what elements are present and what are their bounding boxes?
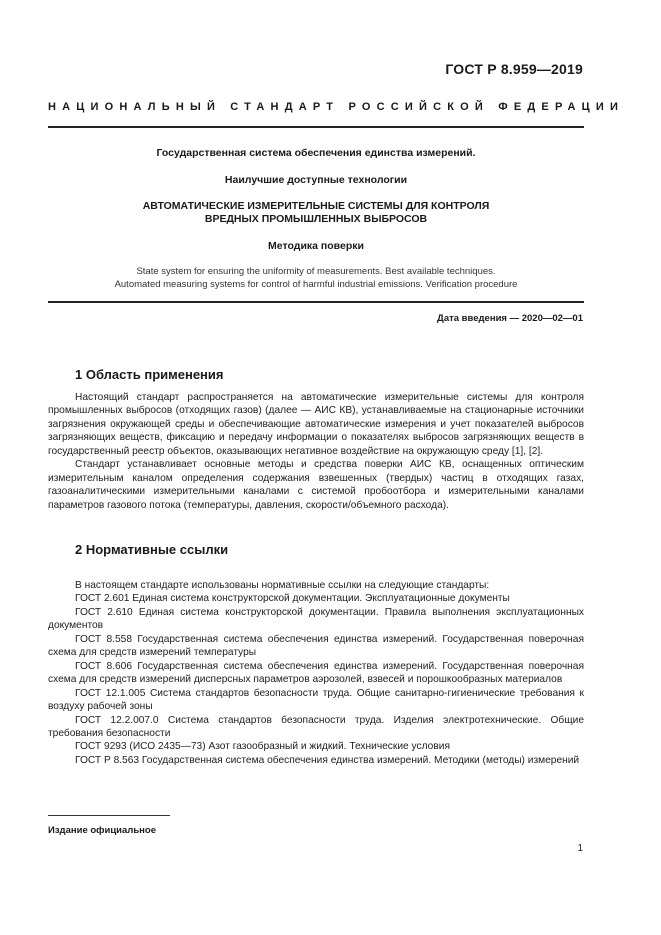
reference-item: ГОСТ 2.601 Единая система конструкторской документации. Эксплуатационные документы [75, 593, 510, 605]
reference-item: ГОСТ 2.610 Единая система конструкторской документации. Правила выполнения эксплуатационных документов [48, 606, 584, 632]
section-1-heading: 1 Область применения [75, 367, 224, 382]
english-title [48, 265, 584, 291]
paragraph: Настоящий стандарт распространяется на автоматические измерительные системы для контроля промышленных выбросов (отходящих газов) (далее — АИС КВ), устанавливаемые на стационарные источники загрязнения окружающей среды и обеспечивающие автоматические измерения и учет показателей выбросов загрязняющих веществ, фиксацию и передачу информации о показателях выбросов загрязняющих веществ в государственный реестр объектов, оказывающих негативное воздействие на окружающую среду [1], [2]. [48, 392, 584, 457]
english-title-line-2: Automated measuring systems for control of harmful industrial emissions. Verification procedure [114, 279, 518, 290]
section-2-body [48, 579, 584, 767]
section-2-heading: 2 Нормативные ссылки [75, 542, 229, 557]
paragraph: В настоящем стандарте использованы нормативные ссылки на следующие стандарты: [75, 580, 490, 591]
title-line-2: Наилучшие доступные технологии [224, 174, 408, 186]
main-title [48, 200, 584, 226]
reference-item: ГОСТ 12.2.007.0 Система стандартов безопасности труда. Изделия электротехнические. Общие требования безопасности [48, 714, 584, 739]
page-number: 1 [577, 843, 583, 854]
title-line-1: Государственная система обеспечения единства измерений. [156, 147, 476, 159]
paragraph: Стандарт устанавливает основные методы и средства поверки АИС КВ, оснащенных оптическим измерительным каналом определения содержания взвешенных (твердых) частиц в отходящих газах, газоаналитическими измерительными каналами с системой пробоотбора и измерительными каналами параметров газового потока (температуры, давления, скорости/объемного расхода). [48, 459, 584, 511]
reference-item: ГОСТ 12.1.005 Система стандартов безопасности труда. Общие санитарно-гигиенические требования к воздуху рабочей зоны [48, 687, 584, 713]
official-edition-label: Издание официальное [48, 825, 156, 836]
section-1-body [48, 391, 584, 512]
main-title-line-2: ВРЕДНЫХ ПРОМЫШЛЕННЫХ ВЫБРОСОВ [204, 213, 428, 225]
reference-item: ГОСТ 8.606 Государственная система обеспечения единства измерений. Государственная поверочная схема для средств измерений дисперсных параметров аэрозолей, взвесей и порошкообразных материалов [48, 660, 584, 686]
national-standard-banner: НАЦИОНАЛЬНЫЙ СТАНДАРТ РОССИЙСКОЙ ФЕДЕРАЦИИ [48, 101, 625, 113]
document-code: ГОСТ Р 8.959—2019 [445, 61, 583, 77]
middle-divider [48, 301, 584, 303]
main-title-line-1: АВТОМАТИЧЕСКИЕ ИЗМЕРИТЕЛЬНЫЕ СИСТЕМЫ ДЛЯ КОНТРОЛЯ [142, 200, 490, 212]
reference-item: ГОСТ Р 8.563 Государственная система обеспечения единства измерений. Методики (методы) измерений [75, 754, 580, 766]
reference-item: ГОСТ 9293 (ИСО 2435—73) Азот газообразный и жидкий. Технические условия [75, 741, 450, 753]
top-divider [48, 126, 584, 128]
english-title-line-1: State system for ensuring the uniformity of measurements. Best available techniques. [136, 266, 496, 277]
footer-divider [48, 815, 170, 816]
reference-item: ГОСТ 8.558 Государственная система обеспечения единства измерений. Государственная поверочная схема для средств измерений температуры [48, 633, 584, 659]
introduction-date: Дата введения — 2020—02—01 [437, 313, 583, 324]
subtitle: Методика поверки [268, 240, 364, 252]
